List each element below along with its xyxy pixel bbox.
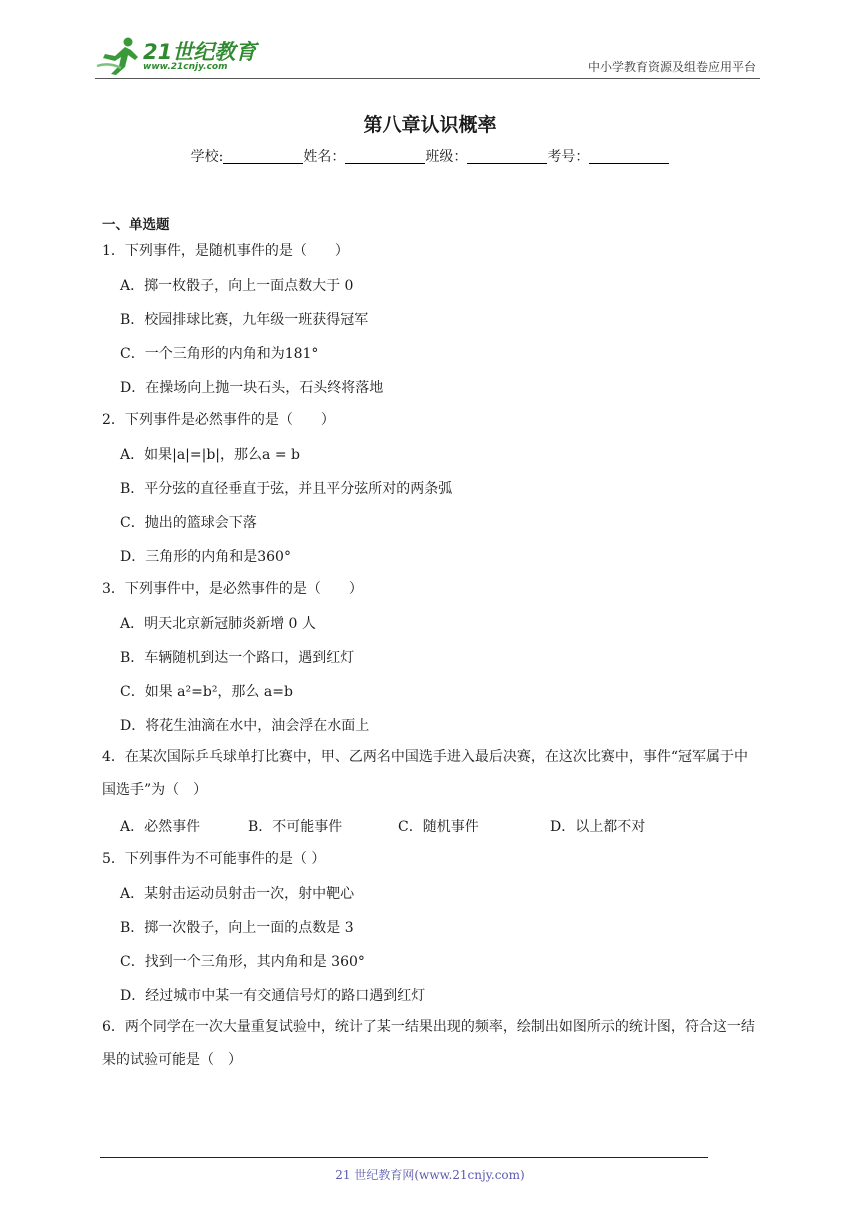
exam-no-label: 考号： bbox=[547, 149, 590, 165]
question-3-option-d: D．将花生油滴在水中，油会浮在水面上 bbox=[120, 718, 370, 734]
name-blank bbox=[345, 149, 425, 164]
question-1-option-a: A．掷一枚骰子，向上一面点数大于 0 bbox=[120, 278, 354, 294]
class-blank bbox=[467, 149, 547, 164]
question-1-option-c: C．一个三角形的内角和为181° bbox=[120, 346, 319, 362]
question-1-option-d: D．在操场向上抛一块石头，石头终将落地 bbox=[120, 380, 384, 396]
school-blank bbox=[223, 149, 303, 164]
question-4-option-d: D．以上都不对 bbox=[550, 819, 646, 835]
runner-logo-icon bbox=[95, 36, 141, 76]
question-5-option-c: C．找到一个三角形，其内角和是 360° bbox=[120, 954, 365, 970]
question-2-option-a: A．如果|a|=|b|，那么a = b bbox=[120, 447, 300, 463]
school-label: 学校: bbox=[190, 149, 224, 165]
platform-name: 中小学教育资源及组卷应用平台 bbox=[587, 60, 756, 74]
footer-divider bbox=[100, 1157, 708, 1158]
page-title: 第八章认识概率 bbox=[363, 114, 497, 136]
question-1-stem: 1．下列事件，是随机事件的是（ ） bbox=[102, 243, 349, 259]
question-4-option-c: C．随机事件 bbox=[398, 819, 479, 835]
question-4-option-a: A．必然事件 bbox=[120, 819, 201, 835]
logo-url: www.21cnjy.com bbox=[143, 62, 228, 72]
question-2-option-b: B．平分弦的直径垂直于弦，并且平分弦所对的两条弧 bbox=[120, 481, 453, 497]
name-label: 姓名： bbox=[303, 149, 346, 165]
question-5-stem: 5．下列事件为不可能事件的是（ ） bbox=[102, 851, 326, 867]
logo-text: 21世纪教育 bbox=[143, 40, 257, 64]
class-label: 班级： bbox=[425, 149, 468, 165]
question-2-stem: 2．下列事件是必然事件的是（ ） bbox=[102, 412, 335, 428]
question-5-option-a: A．某射击运动员射击一次，射中靶心 bbox=[120, 886, 355, 902]
section-heading: 一、单选题 bbox=[102, 217, 170, 233]
question-2-option-d: D．三角形的内角和是360° bbox=[120, 549, 291, 565]
site-logo bbox=[95, 36, 265, 76]
question-2-option-c: C．抛出的篮球会下落 bbox=[120, 515, 257, 531]
question-3-option-a: A．明天北京新冠肺炎新增 0 人 bbox=[120, 616, 316, 632]
question-5-option-b: B．掷一次骰子，向上一面的点数是 3 bbox=[120, 920, 354, 936]
question-5-option-d: D．经过城市中某一有交通信号灯的路口遇到红灯 bbox=[120, 988, 426, 1004]
question-3-option-b: B．车辆随机到达一个路口，遇到红灯 bbox=[120, 650, 355, 666]
student-info-line bbox=[0, 146, 860, 166]
question-3-option-c: C．如果 a²=b²，那么 a=b bbox=[120, 684, 293, 700]
exam-no-blank bbox=[589, 149, 669, 164]
page-header bbox=[95, 34, 760, 79]
page-footer: 21 世纪教育网(www.21cnjy.com) bbox=[335, 1168, 525, 1182]
question-6-stem: 6．两个同学在一次大量重复试验中，统计了某一结果出现的频率，绘制出如图所示的统计图，符合这一结果的试验可能是（ ） bbox=[102, 1019, 755, 1068]
question-1-option-b: B．校园排球比赛，九年级一班获得冠军 bbox=[120, 312, 369, 328]
question-3-stem: 3．下列事件中，是必然事件的是（ ） bbox=[102, 581, 363, 597]
question-4-option-b: B．不可能事件 bbox=[248, 819, 343, 835]
question-4-stem: 4．在某次国际乒乓球单打比赛中，甲、乙两名中国选手进入最后决赛，在这次比赛中，事件“冠军属于中国选手”为（ ） bbox=[102, 749, 749, 798]
